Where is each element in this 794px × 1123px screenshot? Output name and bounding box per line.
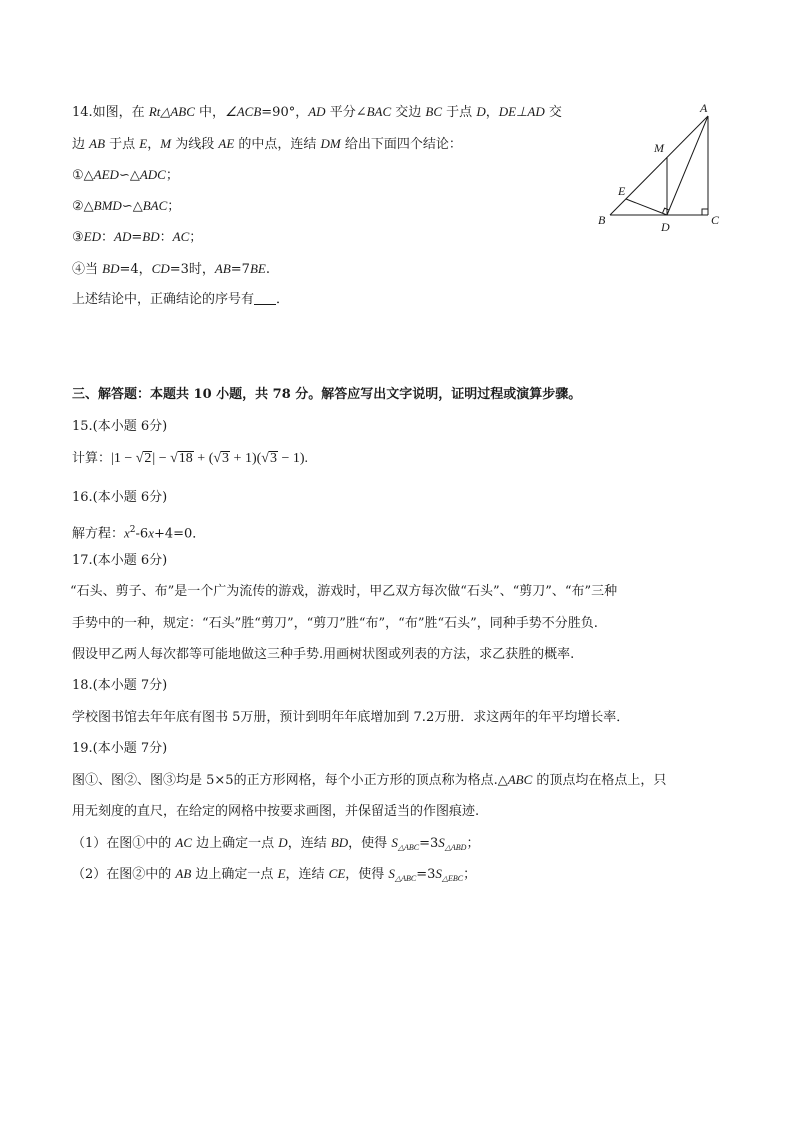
q14-stem-line1: 14.如图，在 Rt△ABC 中，∠ACB=90°，AD 平分∠BAC 交边 BC 于点 D，DE⊥AD 交 xyxy=(72,104,562,120)
segment-ba xyxy=(610,116,708,215)
triangle-figure xyxy=(590,100,740,235)
label-e: E xyxy=(618,184,626,198)
answer-blank[interactable] xyxy=(254,292,276,305)
segment-ad xyxy=(667,116,708,215)
q14-conclusion-3: ③ED：AD=BD：AC； xyxy=(72,229,203,245)
q14-stem-line2: 边 AB 于点 E，M 为线段 AE 的中点，连结 DM 给出下面四个结论： xyxy=(72,136,462,152)
q17-text-line3: 假设甲乙两人每次都等可能地做这三种手势.用画树状图或列表的方法，求乙获胜的概率. xyxy=(72,647,575,662)
q14-conclusion-2: ②△BMD∽△BAC； xyxy=(72,198,181,214)
q14-answer-line: 上述结论中，正确结论的序号有 ． xyxy=(72,292,290,307)
label-c: C xyxy=(711,213,720,227)
q18-text: 学校图书馆去年年底有图书 5万册，预计到明年年底增加到 7.2万册．求这两年的年平均增长率． xyxy=(72,710,630,725)
label-b: B xyxy=(598,213,606,227)
q15-header: 15.(本小题 6分) xyxy=(72,419,168,434)
q17-text-line2: 手势中的一种，规定：“石头”胜“剪刀”，“剪刀”胜“布”，“布”胜“石头”，同种手势不分胜负. xyxy=(72,616,598,631)
segment-de xyxy=(626,199,667,215)
q19-part-2: （2）在图②中的 AB 边上确定一点 E，连结 CE，使得 $S_{\triangle ABC}=3S_{\triangle EBC}$； xyxy=(72,866,477,883)
q19-header: 19.(本小题 7分) xyxy=(72,741,168,756)
q14-conclusion-1: ①△AED∽△ADC； xyxy=(72,167,179,183)
q19-text-line1: 图①、图②、图③均是 5×5的正方形网格，每个小正方形的顶点称为格点.△ABC 的顶点均在格点上，只 xyxy=(72,772,667,788)
q15-formula: |1 − √2| − √18 + (√3 + 1)(√3 − 1). xyxy=(111,451,309,466)
right-angle-mark-c xyxy=(702,209,708,215)
q17-header: 17.(本小题 6分) xyxy=(72,553,168,568)
q15-expression: 计算：|1 − √2| − √18 + (√3 + 1)(√3 − 1). xyxy=(72,451,309,466)
section-3-title: 三、解答题：本题共 10 小题，共 78 分。解答应写出文字说明，证明过程或演算步骤。 xyxy=(72,387,582,402)
q16-equation: 解方程：$x^2-6x+4=0$． xyxy=(72,525,206,542)
q16-header: 16.(本小题 6分) xyxy=(72,490,168,505)
label-d: D xyxy=(661,220,670,234)
q14-conclusion-4: ④当 BD=4，CD=3时，AB=7BE. xyxy=(72,261,270,277)
label-a: A xyxy=(700,101,708,115)
q19-part-1: （1）在图①中的 AC 边上确定一点 D，连结 BD，使得 $S_{\triangle ABC}=3S_{\triangle ABD}$； xyxy=(72,835,480,852)
q19-text-line2: 用无刻度的直尺，在给定的网格中按要求画图，并保留适当的作图痕迹. xyxy=(72,804,480,819)
label-m: M xyxy=(654,141,664,155)
q17-text-line1: “石头、剪子、布”是一个广为流传的游戏，游戏时，甲乙双方每次做“石头”、“剪刀”、“布”三种 xyxy=(70,584,618,599)
q18-header: 18.(本小题 7分) xyxy=(72,678,168,693)
